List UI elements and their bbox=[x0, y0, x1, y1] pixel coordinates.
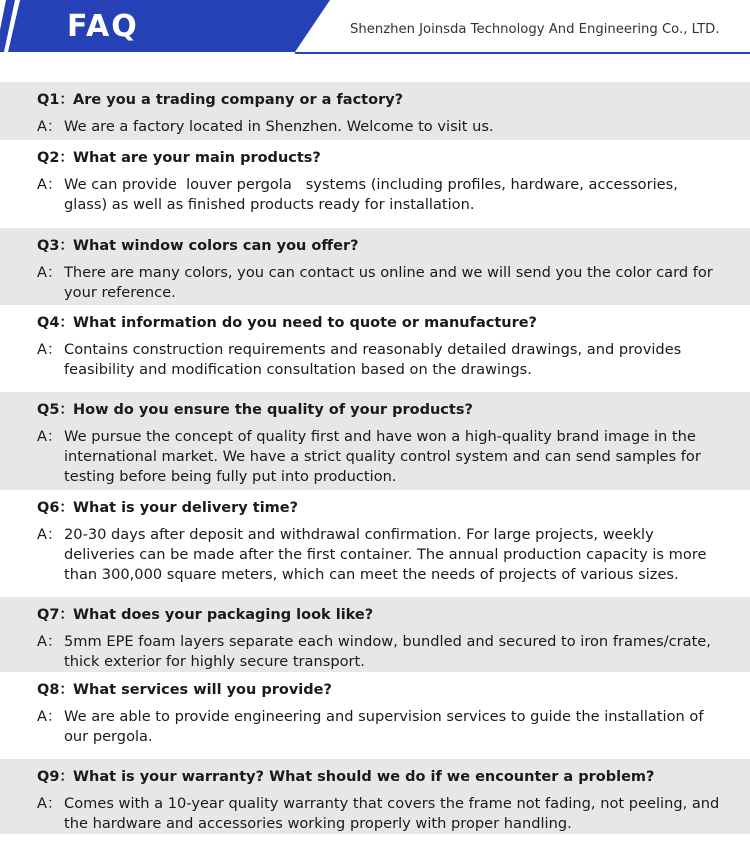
answer-prefix: A： bbox=[37, 264, 62, 281]
question-line bbox=[37, 499, 750, 517]
answer-prefix: A： bbox=[37, 795, 62, 812]
faq-header bbox=[0, 0, 750, 56]
answer-prefix: A： bbox=[37, 118, 62, 135]
question-number: Q6： bbox=[37, 500, 74, 516]
faq-item-7 bbox=[0, 597, 750, 672]
question-line bbox=[37, 606, 750, 624]
faq-item-1 bbox=[0, 82, 750, 140]
answer-text: We can provide louver pergola systems (including profiles, hardware, accessories, glass) as well as finished products ready for installation. bbox=[64, 176, 683, 213]
answer-text: Comes with a 10-year quality warranty that covers the frame not fading, not peeling, and the hardware and accessories working properly with proper handling. bbox=[64, 795, 720, 832]
question-line bbox=[37, 149, 750, 167]
question-text: What does your packaging look like? bbox=[73, 607, 374, 623]
answer-prefix: A： bbox=[37, 176, 62, 193]
answer-prefix: A： bbox=[37, 708, 62, 725]
question-text: What window colors can you offer? bbox=[73, 238, 359, 254]
faq-item-3 bbox=[0, 228, 750, 305]
question-number: Q3： bbox=[37, 238, 74, 254]
faq-item-2 bbox=[0, 140, 750, 228]
answer-prefix: A： bbox=[37, 341, 62, 358]
title-banner-shape bbox=[8, 0, 330, 52]
answer-text: We are a factory located in Shenzhen. Welcome to visit us. bbox=[64, 118, 494, 135]
question-text: What information do you need to quote or manufacture? bbox=[73, 315, 537, 331]
answer-text: We pursue the concept of quality first and have won a high-quality brand image in the international market. We have a strict quality control system and can send samples for testing before being fully put into production. bbox=[64, 428, 701, 485]
answer-line bbox=[37, 794, 750, 834]
answer-line bbox=[37, 117, 750, 137]
answer-prefix: A： bbox=[37, 526, 62, 543]
question-number: Q4： bbox=[37, 315, 74, 331]
question-line bbox=[37, 91, 750, 109]
question-text: Are you a trading company or a factory? bbox=[73, 92, 404, 108]
answer-text: 5mm EPE foam layers separate each window, bundled and secured to iron frames/crate, thick exterior for highly secure transport. bbox=[64, 633, 711, 670]
page-title: FAQ bbox=[67, 9, 139, 44]
question-text: What services will you provide? bbox=[73, 682, 332, 698]
question-number: Q5： bbox=[37, 402, 74, 418]
answer-line bbox=[37, 175, 750, 215]
question-line bbox=[37, 401, 750, 419]
question-line bbox=[37, 314, 750, 332]
question-text: What are your main products? bbox=[73, 150, 321, 166]
question-number: Q8： bbox=[37, 682, 74, 698]
question-number: Q1： bbox=[37, 92, 74, 108]
answer-line bbox=[37, 707, 750, 747]
question-line bbox=[37, 768, 750, 786]
question-text: What is your warranty? What should we do if we encounter a problem? bbox=[73, 769, 655, 785]
answer-line bbox=[37, 525, 750, 585]
question-text: How do you ensure the quality of your products? bbox=[73, 402, 473, 418]
question-number: Q9： bbox=[37, 769, 74, 785]
answer-line bbox=[37, 263, 750, 303]
answer-text: 20-30 days after deposit and withdrawal confirmation. For large projects, weekly deliveries can be made after the first container. The annual production capacity is more than 300,000 square meters, which can meet the needs of projects of various sizes. bbox=[64, 526, 707, 583]
faq-item-5 bbox=[0, 392, 750, 490]
question-number: Q7： bbox=[37, 607, 74, 623]
company-name: Shenzhen Joinsda Technology And Engineering Co., LTD. bbox=[350, 22, 720, 37]
faq-item-6 bbox=[0, 490, 750, 597]
question-number: Q2： bbox=[37, 150, 74, 166]
faq-list bbox=[0, 82, 750, 834]
faq-item-9 bbox=[0, 759, 750, 834]
answer-line bbox=[37, 340, 750, 380]
answer-prefix: A： bbox=[37, 428, 62, 445]
answer-prefix: A： bbox=[37, 633, 62, 650]
answer-text: There are many colors, you can contact us online and we will send you the color card for your reference. bbox=[64, 264, 713, 301]
answer-line bbox=[37, 632, 750, 672]
answer-text: Contains construction requirements and reasonably detailed drawings, and provides feasibility and modification consultation based on the drawings. bbox=[64, 341, 682, 378]
faq-item-4 bbox=[0, 305, 750, 392]
question-line bbox=[37, 681, 750, 699]
question-text: What is your delivery time? bbox=[73, 500, 299, 516]
answer-text: We are able to provide engineering and supervision services to guide the installation of our pergola. bbox=[64, 708, 704, 745]
faq-item-8 bbox=[0, 672, 750, 759]
question-line bbox=[37, 237, 750, 255]
answer-line bbox=[37, 427, 750, 487]
